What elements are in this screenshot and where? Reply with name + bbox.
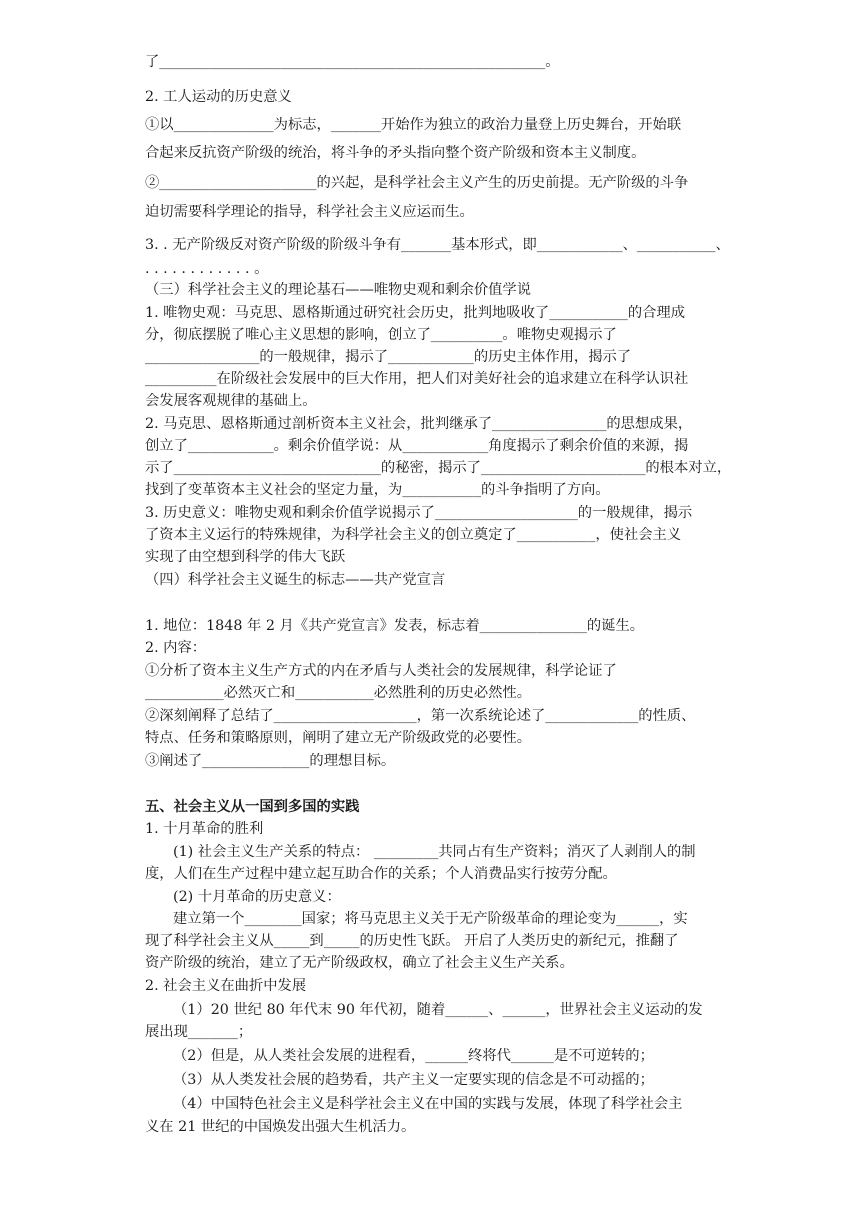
text-line: 展出现_______； (145, 1024, 253, 1040)
text-line: ①分析了资本主义生产方式的内在矛盾与人类社会的发展规律，科学论证了 (145, 663, 617, 679)
text-line: （1）20 世纪 80 年代末 90 年代初，随着______、______，世界社会主义运动的发 (173, 1002, 703, 1018)
text-line: 资产阶级的统治，建立了无产阶级政权，确立了社会主义生产关系。 (145, 955, 574, 971)
text-line: ①以______________为标志，_______开始作为独立的政治力量登上历史舞台，开始联 (145, 117, 682, 133)
text-line: （2）但是，从人类社会发展的进程看，______终将代______是不可逆转的； (173, 1048, 654, 1064)
text-line: 五、社会主义从一国到多国的实践 (145, 799, 360, 815)
text-line: 现了科学社会主义从_____到_____的历史性飞跃。 开启了人类历史的新纪元，推翻了 (145, 933, 679, 949)
text-line: 分，彻底摆脱了唯心主义思想的影响，创立了__________。唯物史观揭示了 (145, 327, 617, 343)
text-line: （三）科学社会主义的理论基石——唯物史观和剩余价值学说 (145, 282, 532, 298)
text-line: 创立了____________。剩余价值学说：从____________角度揭示了剩余价值的来源，揭 (145, 438, 689, 454)
text-line: (2) 十月革命的历史意义： (173, 889, 341, 905)
text-line: 2. 内容： (145, 640, 207, 656)
text-line: 3. 历史意义：唯物史观和剩余价值学说揭示了____________________的一般规律，揭示 (145, 505, 693, 521)
text-line: 2. 马克思、恩格斯通过剖析资本主义社会，批判继承了________________的思想成果， (145, 416, 693, 432)
text-line: 1. 十月革命的胜利 (145, 821, 264, 837)
text-line: 示了_____________________________的秘密，揭示了_______________________的根本对立， (145, 460, 732, 476)
text-line: . . . . . . . . . . . . 。 (145, 261, 269, 277)
text-line: （4）中国特色社会主义是科学社会主义在中国的实践与发展，体现了科学社会主 (173, 1096, 683, 1112)
text-line: ________________的一般规律，揭示了____________的历史主体作用，揭示了 (145, 349, 632, 365)
text-line: 1. 地位：1848 年 2 月《共产党宣言》发表，标志着_______________的诞生。 (145, 618, 645, 634)
text-line: ___________必然灭亡和___________必然胜利的历史必然性。 (145, 685, 532, 701)
text-line: （3）从人类发社会展的趋势看，共产主义一定要实现的信念是不可动摇的； (173, 1072, 654, 1088)
text-line: 度，人们在生产过程中建立起互助合作的关系；个人消费品实行按劳分配。 (145, 866, 617, 882)
text-line: 1. 唯物史观：马克思、恩格斯通过研究社会历史，批判地吸收了___________的合理成 (145, 305, 686, 321)
text-line: 2. 社会主义在曲折中发展 (145, 978, 307, 994)
text-line: 会发展客观规律的基础上。 (145, 393, 317, 409)
text-line: 合起来反抗资产阶级的统治，将斗争的矛头指向整个资产阶级和资本主义制度。 (145, 145, 646, 161)
text-line: 了资本主义运行的特殊规律，为科学社会主义的创立奠定了___________，使社会主义 (145, 527, 682, 543)
text-line: 3. . 无产阶级反对资产阶级的阶级斗争有_______基本形式，即____________、___________、 (145, 237, 730, 253)
text-line: 建立第一个________国家；将马克思主义关于无产阶级革命的理论变为______，实 (173, 911, 688, 927)
text-line: 了______________________________________________________。 (145, 54, 560, 70)
text-line: 2. 工人运动的历史意义 (145, 89, 292, 105)
text-line: __________在阶级社会发展中的巨大作用，把人们对美好社会的追求建立在科学认识社 (145, 371, 689, 387)
text-line: (1) 社会主义生产关系的特点： _________共同占有生产资料；消灭了人剥削人的制 (173, 844, 696, 860)
text-line: 找到了变革资本主义社会的坚定力量，为___________的斗争指明了方向。 (145, 482, 610, 498)
text-line: 义在 21 世纪的中国焕发出强大生机活力。 (145, 1119, 416, 1135)
text-line: ③阐述了_______________的理想目标。 (145, 753, 396, 769)
text-line: 迫切需要科学理论的指导，科学社会主义应运而生。 (145, 204, 474, 220)
text-line: ②______________________的兴起，是科学社会主义产生的历史前提。无产阶级的斗争 (145, 175, 689, 191)
text-line: 特点、任务和策略原则，阐明了建立无产阶级政党的必要性。 (145, 730, 532, 746)
text-line: ②深刻阐释了总结了____________________，第一次系统论述了_____________的性质、 (145, 708, 696, 724)
text-line: （四）科学社会主义诞生的标志——共产党宣言 (145, 572, 446, 588)
text-line: 实现了由空想到科学的伟大飞跃 (145, 549, 346, 565)
